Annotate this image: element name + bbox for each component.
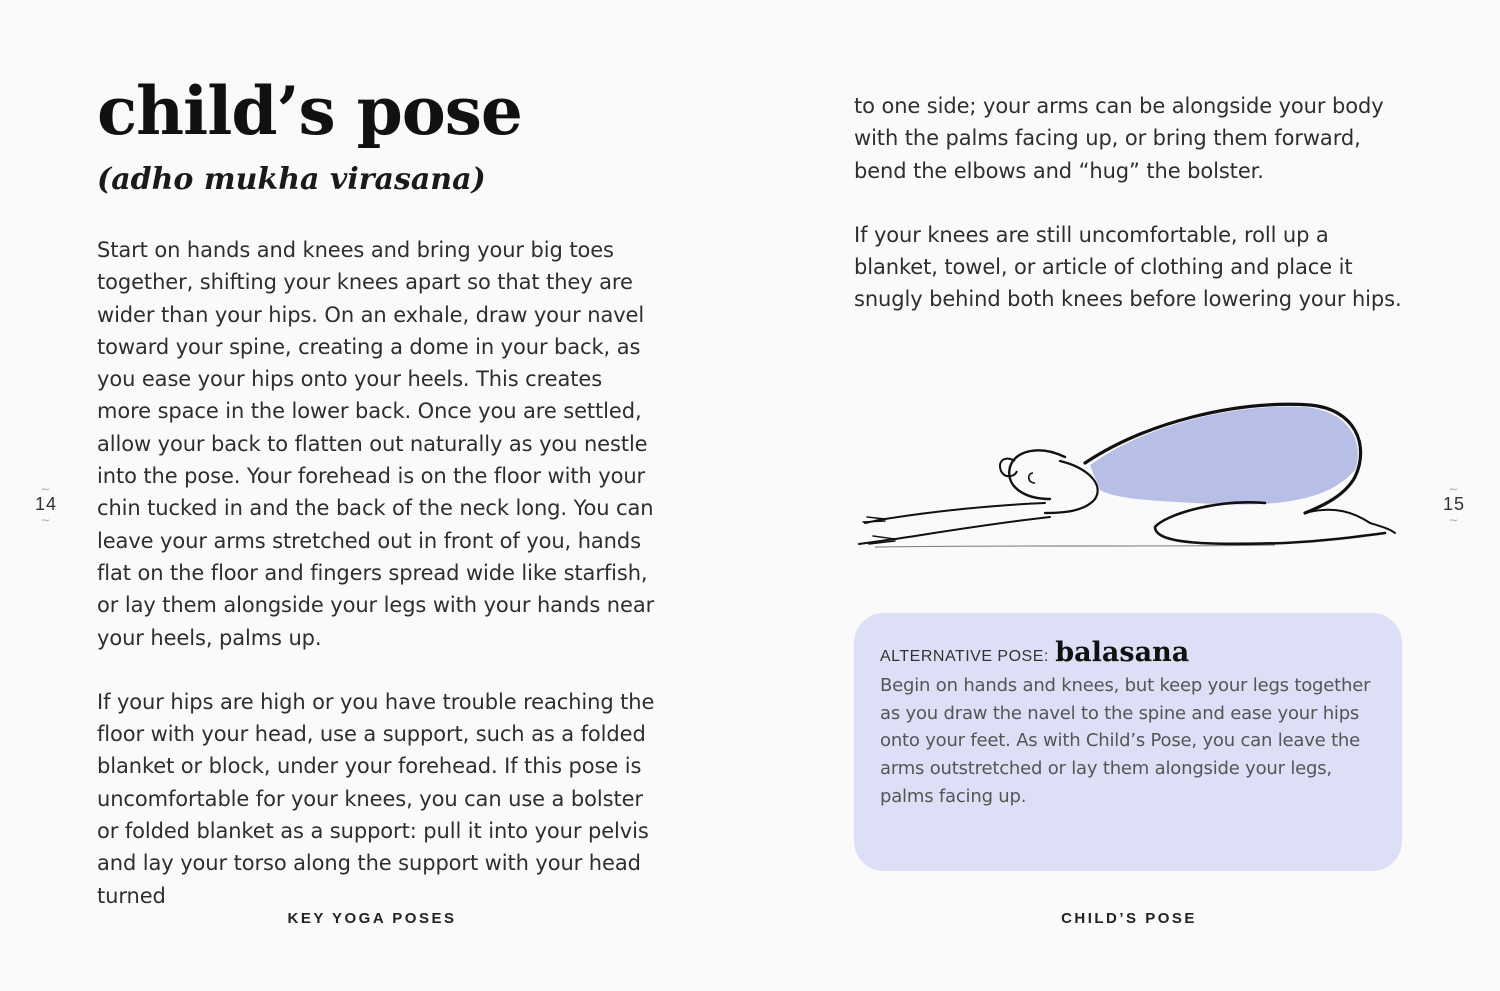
head-outline (1009, 450, 1065, 499)
wave-ornament-icon: ∼ (1448, 482, 1460, 496)
wave-ornament-icon: ∼ (1448, 513, 1460, 527)
paragraph: If your knees are still uncomfortable, roll up a blanket, towel, or article of clothing and place it snugly behind both knees before lowering your hips. (854, 222, 1402, 312)
ear (1029, 473, 1035, 483)
paragraph: to one side; your arms can be alongside your body with the palms facing up, or bring them forward, bend the elbows and “hug” the bolster. (854, 94, 1384, 183)
alternative-heading (880, 639, 1376, 666)
running-footer: CHILD’S POSE (1061, 910, 1197, 927)
paragraph: If your hips are high or you have trouble reaching the floor with your head, use a support, such as a folded blanket or block, under your forehead. If this pose is uncomfortable for your knees, you can use a bolster or folded blanket as a support: pull it into your pelvis and lay your torso along the support with your head turned (97, 689, 655, 908)
foot-outline (1305, 510, 1395, 533)
leg-outline (1155, 502, 1385, 544)
page-number-text: 14 (34, 494, 58, 514)
childs-pose-illustration (855, 395, 1400, 555)
sanskrit-subtitle: (adho mukha virasana) (97, 162, 486, 197)
leotard-shape (1090, 407, 1358, 505)
alternative-label: ALTERNATIVE POSE: (880, 648, 1049, 665)
floor-line (875, 545, 1275, 547)
alternative-name: balasana (1055, 637, 1190, 668)
shoulder-outline (1045, 461, 1098, 513)
page-number (1439, 484, 1469, 525)
alternative-description: Begin on hands and knees, but keep your legs together as you draw the navel to the spine and ease your hips onto your feet. As with Child’s Pose, you can leave the arms outstretched or lay them alongside your legs, palms facing up. (880, 675, 1371, 807)
alternative-pose-callout (854, 613, 1402, 871)
paragraph: Start on hands and knees and bring your big toes together, shifting your knees apart so that they are wider than your hips. On an exhale, draw your navel toward your spine, creating a dome in your back, as you ease your hips onto your heels. This creates more space in the lower back. Once you are settled, allow your back to flatten out naturally as you nestle into the pose. Your forehead is on the floor with your chin tucked in and the back of the neck long. You can leave your arms stretched out in front of you, hands flat on the floor and fingers spread wide like starfish, or lay them alongside your legs with your hands near your heels, palms up. (97, 238, 655, 650)
wave-ornament-icon: ∼ (40, 513, 52, 527)
running-footer: KEY YOGA POSES (287, 910, 457, 927)
page-number-text: 15 (1442, 494, 1466, 514)
right-page (750, 0, 1500, 991)
pose-title: child’s pose (97, 72, 522, 150)
arm-lower (859, 517, 1050, 544)
right-body (854, 90, 1414, 348)
wave-ornament-icon: ∼ (40, 482, 52, 496)
page-number (31, 484, 61, 525)
left-body (97, 234, 657, 944)
